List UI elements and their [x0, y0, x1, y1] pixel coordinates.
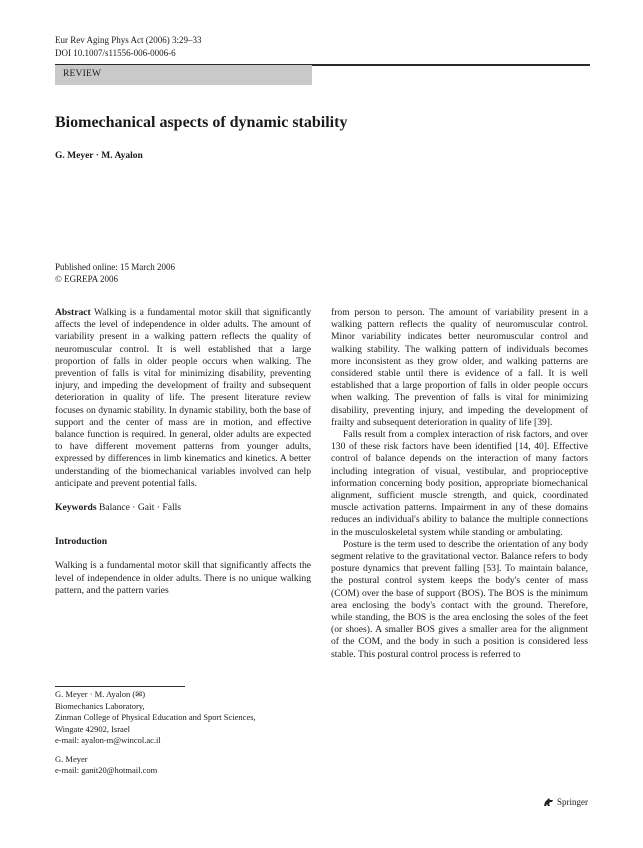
- abstract-label: Abstract: [55, 307, 91, 318]
- journal-citation: [55, 34, 202, 59]
- affiliation-line: Biomechanics Laboratory,: [55, 700, 145, 711]
- affiliation-line: G. Meyer · M. Ayalon (✉): [55, 689, 146, 699]
- introduction-heading: Introduction: [55, 536, 108, 548]
- keywords-label: Keywords: [55, 502, 97, 514]
- affiliation-email-link[interactable]: e-mail: ganit20@hotmail.com: [55, 765, 158, 775]
- article-title: Biomechanical aspects of dynamic stability: [55, 114, 348, 131]
- body-paragraph-3: Posture is the term used to describe the orientation of any body segment relative to the gravitational vector. Balance refers to body posture dynamics that prevent falling [53]. To maintain balance, the postural control system keeps the body's center of mass (COM) over the base of support (BOS). The BOS is the minimum area enclosing the body's contact with the ground. Therefore, while standing, the BOS is the area enclosing the soles of the feet (or shoes). A smaller BOS gives a smaller area for the alignment of the COM, and the body in such a position is considered less stable. This postural control process is referred to: [331, 538, 588, 660]
- right-column: [331, 307, 588, 661]
- copyright: © EGREPA 2006: [55, 273, 119, 284]
- footnote-rule: [55, 686, 185, 687]
- introduction-paragraph: Walking is a fundamental motor skill that significantly affects the level of independence in older adults. There is no unique walking pattern, and the pattern varies: [55, 560, 311, 596]
- keywords: [55, 502, 311, 514]
- publication-info: [55, 262, 175, 285]
- author-affiliations: [55, 689, 256, 777]
- doi-line: DOI 10.1007/s11556-006-0006-6: [55, 47, 176, 58]
- abstract-text: Walking is a fundamental motor skill that significantly affects the level of independence in older adults. The amount of variability present in a walking pattern reflects the quality of neuromuscular control. It is well established that a large proportion of falls in older people occurs when walking. The prevention of falls is vital for minimizing disability, preventing injury, and impeding the development of frailty and subsequent deterioration in quality of life. The present literature review focuses on dynamic stability. In dynamic stability, both the base of support and the center of mass are in motion, and effective balance function is required. In general, older adults are expected to have different movement patterns from younger adults, expressed by differences in limb kinematics and kinetics. A better understanding of the biomechanical variables involved can help anticipate and prevent potential falls.: [55, 307, 311, 489]
- article-authors: G. Meyer · M. Ayalon: [55, 151, 143, 161]
- keywords-text: Balance · Gait · Falls: [98, 502, 182, 514]
- affiliation-email-link[interactable]: e-mail: ayalon-m@wincol.ac.il: [55, 735, 161, 745]
- affiliation-line: G. Meyer: [55, 753, 88, 764]
- journal-line: Eur Rev Aging Phys Act (2006) 3:29–33: [55, 35, 202, 45]
- body-paragraph-1: from person to person. The amount of variability present in a walking pattern reflects the quality of neuromuscular control. Minor variability indicates better neuromuscular control and walking stability. The walking pattern of individuals becomes more inconsistent as they grow older, and walking patterns are considered stable until there is evidence of a fall. It is well established that a large proportion of falls in older people occurs when walking. The prevention of falls is vital for minimizing disability, preventing injury, and impeding the development of frailty and subsequent deterioration in quality of life [39].: [331, 307, 588, 428]
- published-date: Published online: 15 March 2006: [55, 262, 175, 272]
- left-column: [55, 307, 311, 597]
- body-paragraph-2: Falls result from a complex interaction of risk factors, and over 130 of these risk factors have been identified [14, 40]. Effective control of balance depends on the interaction of many factors including integration of visual, vestibular, and proprioceptive information concerning body position, appropriate biomechanical alignment, sufficient muscle strength, and quick, coordinated muscle activation patterns. Impairment in any of these domains reduces an individual's ability to balance the multiple connections in the musculoskeletal system while standing or ambulating.: [331, 429, 588, 538]
- affiliation-spacer: [55, 747, 256, 754]
- springer-horse-icon: [543, 797, 554, 807]
- publisher-logo: [543, 797, 588, 807]
- section-label: REVIEW: [63, 69, 102, 79]
- affiliation-line: Zinman College of Physical Education and Sport Sciences,: [55, 712, 256, 722]
- publisher-name: Springer: [557, 797, 588, 807]
- abstract: [55, 307, 311, 490]
- affiliation-line: Wingate 42902, Israel: [55, 723, 130, 734]
